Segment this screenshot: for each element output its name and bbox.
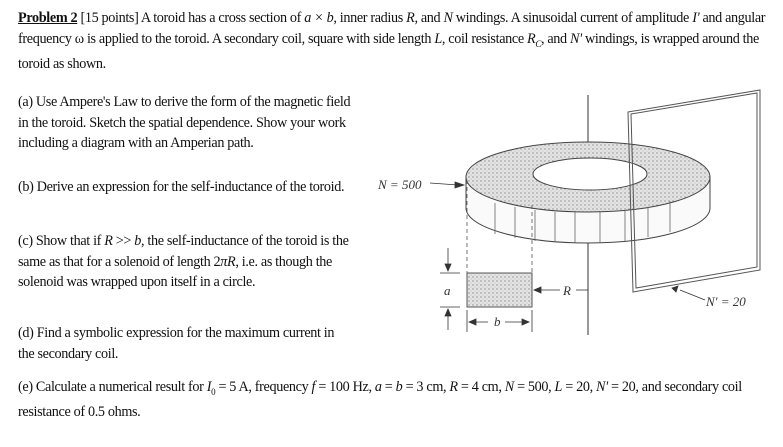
n-label: N = 500 xyxy=(378,177,422,192)
r-label: R xyxy=(563,283,571,298)
part-c: (c) Show that if R >> b, the self-inductance of the toroid is the same as that for a solenoid of length 2πR, i.e. as though the solenoid was wrapped upon itself in a circle. xyxy=(18,233,349,290)
part-b: (b) Derive an expression for the self-inductance of the toroid. xyxy=(18,179,345,195)
cross-section xyxy=(467,273,532,307)
n-prime-label: N' = 20 xyxy=(706,294,746,309)
problem-intro: Problem 2 [15 points] A toroid has a cross section of a × b, inner radius R, and N windings. A sinusoidal current of amplitude I' and angular frequency ω is applied to the toroid. A secondary coil, square with side length L, coil resistance $R_C$, and N' windings, is wrapped around the toroid as shown. xyxy=(18,10,766,72)
toroid xyxy=(466,142,710,243)
problem-heading: Problem 2 xyxy=(18,10,78,26)
part-a: (a) Use Ampere's Law to derive the form of the magnetic field in the toroid. Sketch the spatial dependence. Show your work including a diagram with an Amperian path. xyxy=(18,94,351,151)
part-d: (d) Find a symbolic expression for the maximum current in the secondary coil. xyxy=(18,325,335,362)
part-e: (e) Calculate a numerical result for $I_0 = 5$ A, frequency f = 100 Hz, a = b = 3 cm, R = 4 cm, N = 500, L = 20, N' = 20, and secondary coil resistance of 0.5 ohms. xyxy=(18,379,742,421)
b-label: b xyxy=(494,314,501,329)
a-label: a xyxy=(444,283,451,298)
